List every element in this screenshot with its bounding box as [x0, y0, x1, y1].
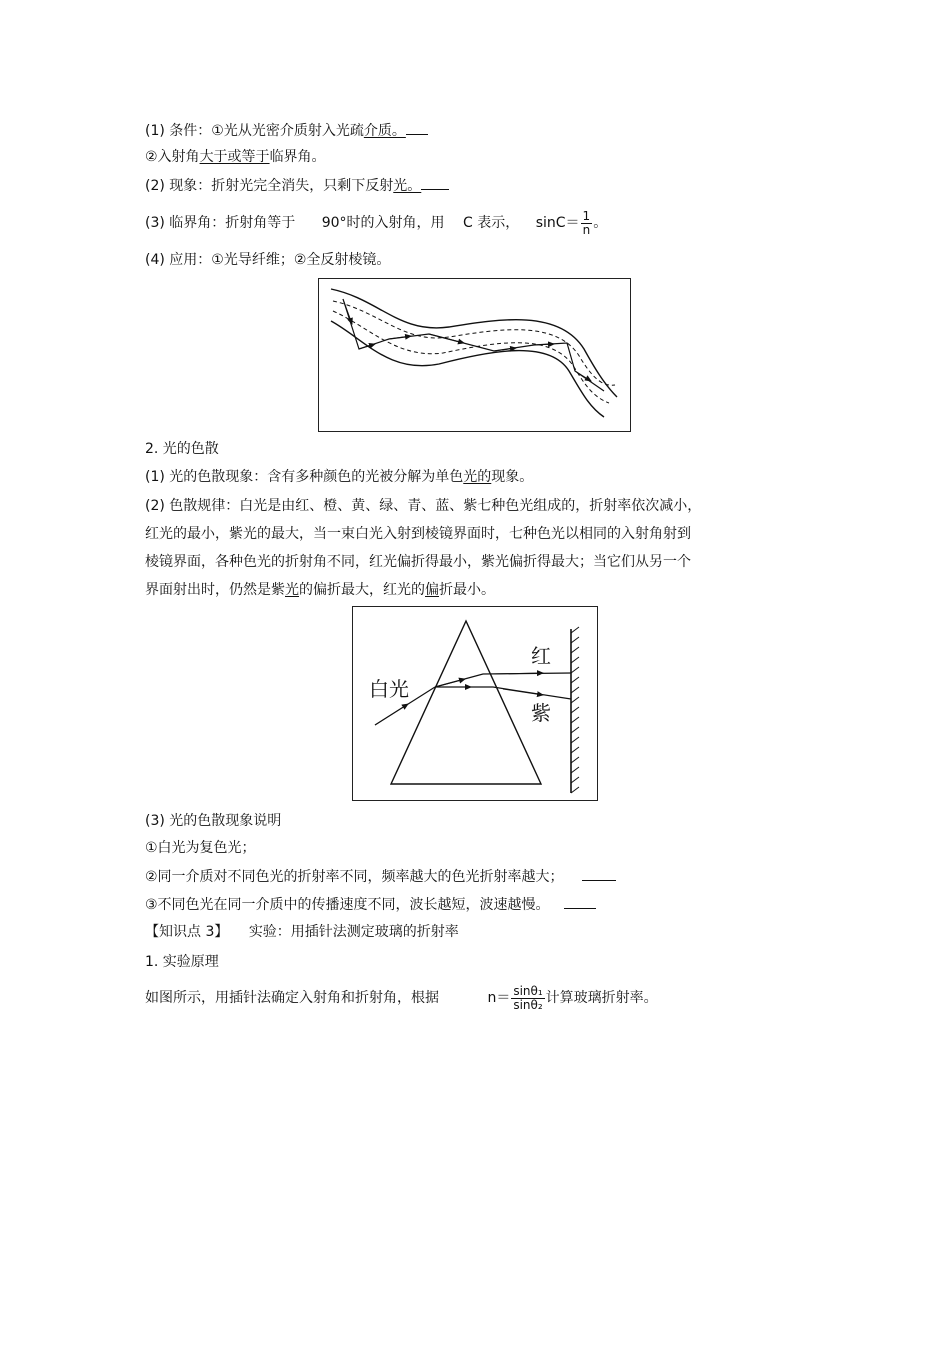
condition-line-1: [145, 122, 428, 140]
dispersion-underlined: 光的: [463, 469, 492, 485]
explanation-text-2: ②同一介质对不同色光的折射率不同，频率越大的色光折射率越大；: [145, 869, 564, 885]
knowledge-point-tag: 【知识点 3】: [145, 924, 229, 940]
phenomenon-line: [145, 177, 449, 195]
critical-angle-text: (3) 临界角：折射角等于: [145, 215, 296, 231]
phenomenon-underlined: 光。: [393, 178, 422, 194]
critical-angle-line: [145, 208, 607, 238]
ray-arrow: [389, 336, 411, 339]
condition2-text: ②入射角: [145, 149, 200, 165]
violet-label: 紫: [531, 701, 551, 725]
answer-blank: [406, 122, 428, 135]
dispersion-phenomenon: [145, 468, 533, 486]
condition2-underlined: 大于或等于: [199, 149, 270, 165]
critical-angle-mid: 90°时的入射角，用: [321, 215, 445, 231]
fraction-numerator: sinθ₁: [513, 983, 543, 998]
rule-underlined-1: 光: [285, 582, 299, 598]
n-equation: n＝: [487, 990, 511, 1006]
light-ray-path: [343, 299, 604, 391]
explanation-item-1: ①白光为复色光；: [145, 840, 256, 856]
dispersion-rule-line-4: [145, 581, 495, 599]
prism-diagram: [353, 607, 597, 800]
dispersion-text: (1) 光的色散现象：含有多种颜色的光被分解为单色: [145, 469, 464, 485]
principle-suffix: 计算玻璃折射率。: [545, 990, 658, 1006]
rule-underlined-2: 偏: [425, 582, 439, 598]
condition-text: (1) 条件：①光从光密介质射入光疏: [145, 123, 364, 139]
experiment-principle-heading: 1. 实验原理: [145, 954, 219, 970]
knowledge-point-3: [145, 923, 459, 941]
one-over-n-fraction: [581, 210, 593, 237]
ray-arrow: [503, 689, 543, 695]
dispersion-rule-line-3: 棱镜界面，各种色光的折射角不同，红光偏折得最小，紫光偏折得最大；当它们从另一个: [145, 554, 691, 570]
knowledge-point-title: 实验：用插针法测定玻璃的折射率: [248, 924, 459, 940]
sin-ratio-fraction: [511, 985, 544, 1012]
principle-text: 如图所示，用插针法确定入射角和折射角，根据: [145, 990, 439, 1006]
rule-text-a: 界面射出时，仍然是紫: [145, 582, 285, 598]
answer-blank: [564, 896, 596, 909]
period: 。: [593, 215, 608, 231]
answer-blank: [421, 177, 449, 190]
fraction-denominator: sinθ₂: [513, 997, 543, 1012]
critical-angle-symbol: C 表示，: [463, 215, 520, 231]
application-line: (4) 应用：①光导纤维；②全反射棱镜。: [145, 252, 391, 268]
fiber-outer-bottom: [331, 321, 604, 417]
red-label: 红: [531, 644, 551, 668]
explanation-item-3: [145, 896, 596, 914]
ray-arrow: [534, 344, 554, 345]
screen-hatching: [571, 627, 579, 793]
ray-arrow: [575, 371, 591, 381]
dispersion-explanation-title: (3) 光的色散现象说明: [145, 813, 282, 829]
dispersion-rule-line-1: (2) 色散规律：白光是由红、橙、黄、绿、青、蓝、紫七种色光组成的，折射率依次减小，: [145, 498, 702, 514]
answer-blank: [582, 868, 616, 881]
violet-ray: [435, 687, 571, 699]
explanation-item-2: [145, 868, 616, 886]
explanation-text-3: ③不同色光在同一介质中的传播速度不同，波长越短，波速越慢。: [145, 897, 550, 913]
ray-arrow: [375, 704, 408, 725]
dispersion-rule-line-2: 红光的最小，紫光的最大，当一束白光入射到棱镜界面时，七种色光以相同的入射角射到: [145, 526, 691, 542]
section-heading: 2. 光的色散: [145, 441, 219, 457]
fraction-numerator: 1: [582, 208, 591, 223]
white-light-label: 白光: [369, 677, 409, 701]
prism-dispersion-figure: [352, 606, 598, 801]
condition-underlined: 介质。: [363, 123, 406, 139]
optical-fiber-figure: [318, 278, 631, 432]
phenomenon-text: (2) 现象：折射光完全消失，只剩下反射: [145, 178, 394, 194]
sin-c-equation: sinC＝: [535, 215, 580, 231]
principle-line: [145, 980, 658, 1016]
prism-triangle: [391, 621, 541, 784]
condition2-suffix: 临界角。: [269, 149, 326, 165]
optical-fiber-diagram: [319, 279, 630, 431]
condition-line-2: [145, 148, 326, 166]
ray-arrow: [343, 299, 352, 324]
dispersion-suffix: 现象。: [491, 469, 534, 485]
rule-text-b: 的偏折最大，红光的: [299, 582, 425, 598]
rule-text-c: 折最小。: [439, 582, 495, 598]
red-ray: [435, 673, 571, 687]
fraction-denominator: n: [582, 222, 591, 237]
